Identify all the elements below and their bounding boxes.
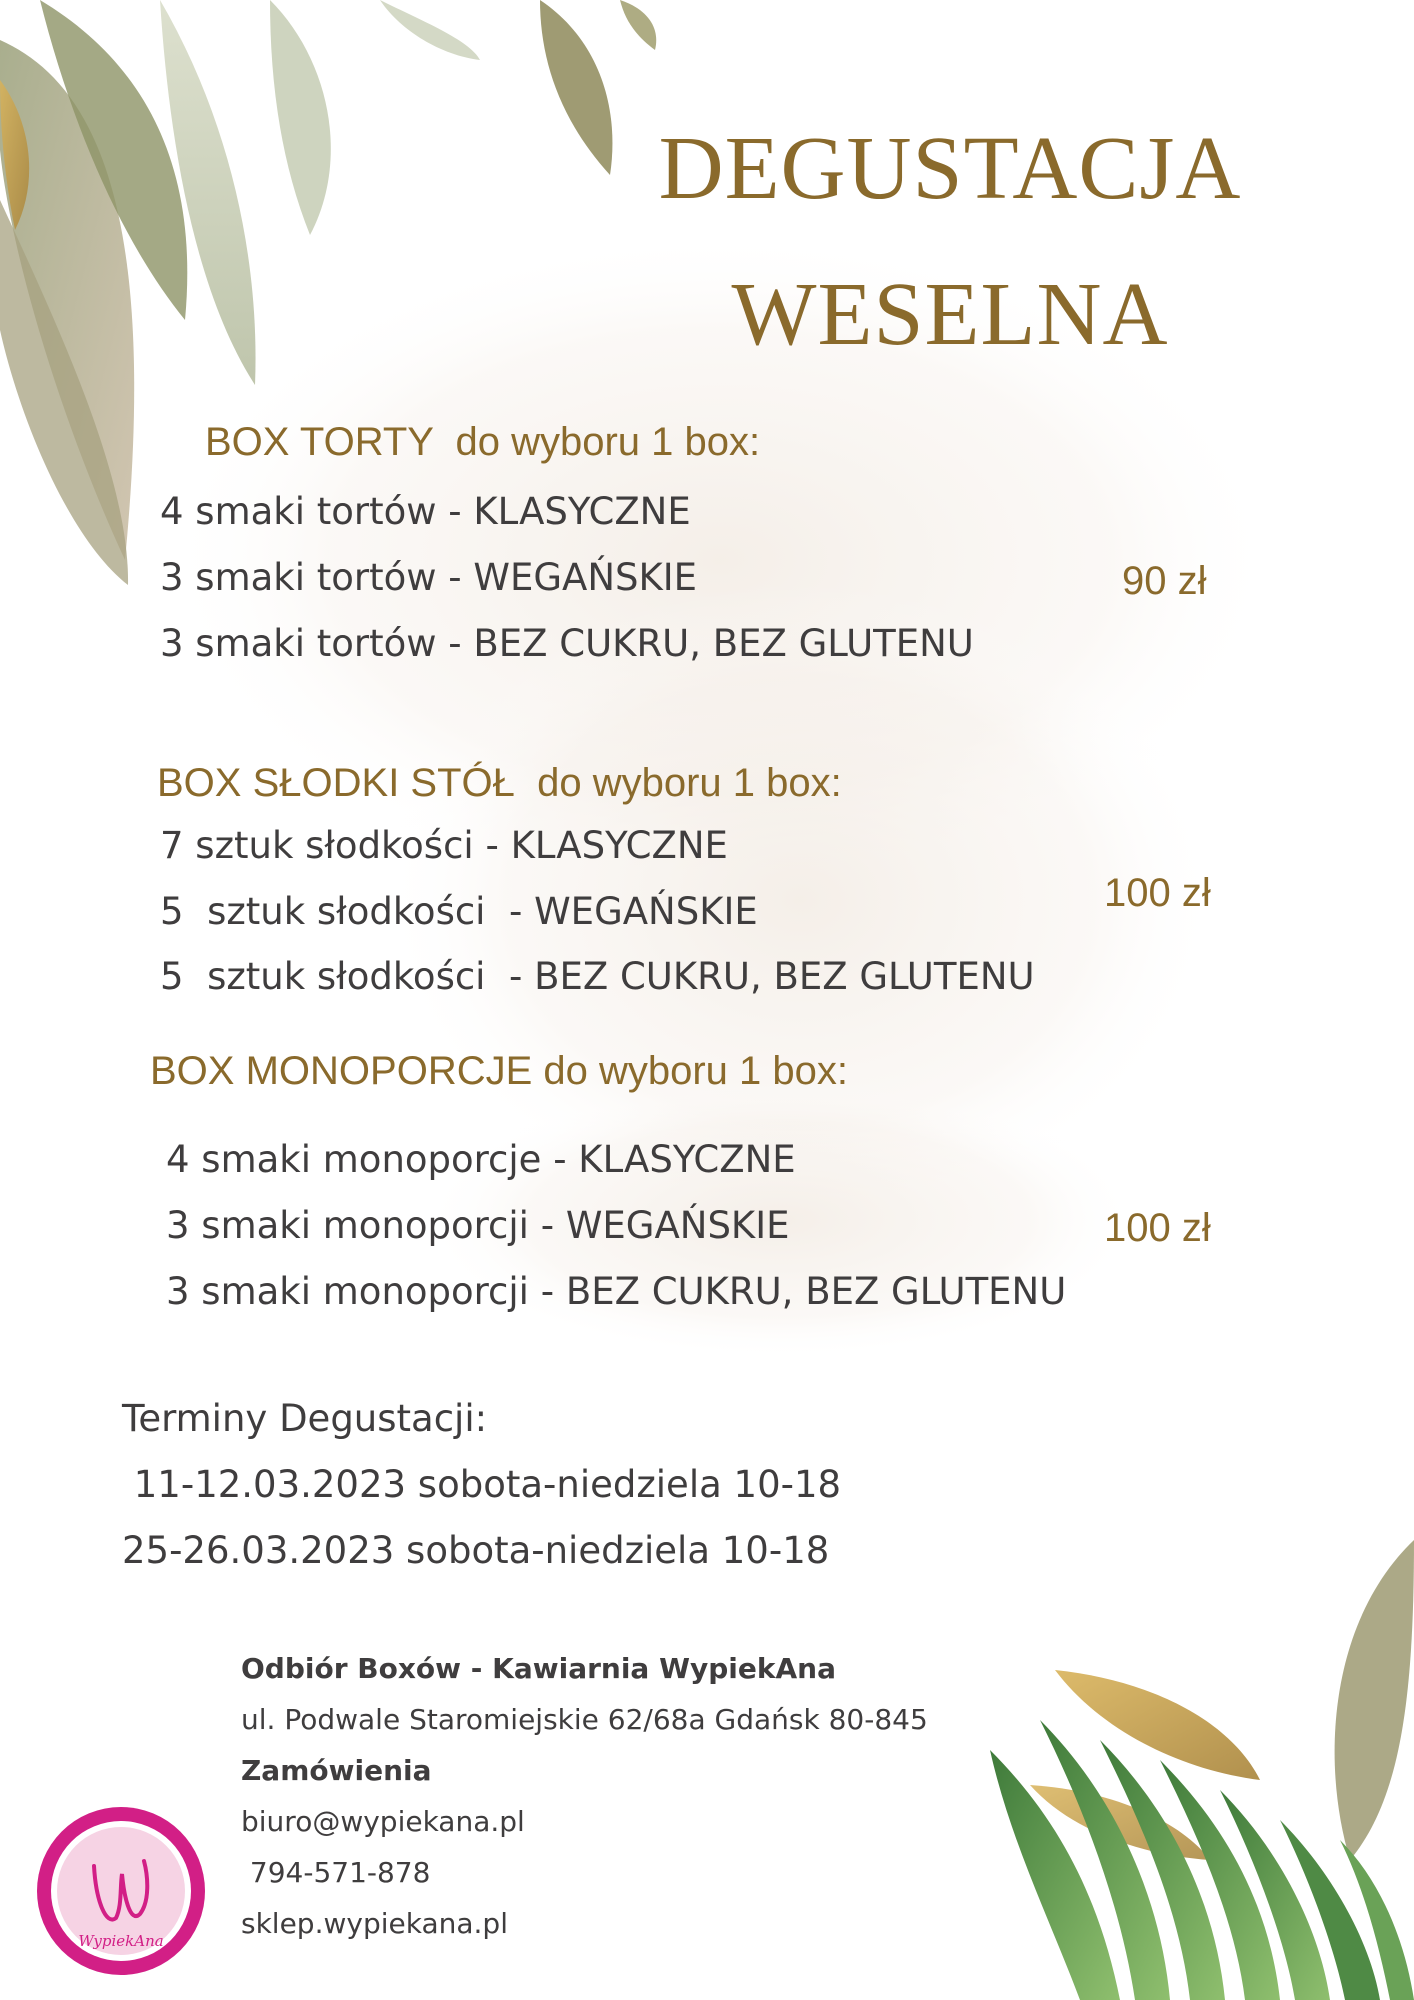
box-torty-item: 3 smaki tortów - WEGAŃSKIE [160, 556, 698, 599]
logo-wordmark: WypiekAna [78, 1932, 164, 1950]
shop-link[interactable]: sklep.wypiekana.pl [241, 1907, 508, 1940]
wypiekana-logo [36, 1806, 206, 1976]
address: ul. Podwale Staromiejskie 62/68a Gdańsk 80-845 [241, 1703, 928, 1736]
terms-heading: Terminy Degustacji: [122, 1397, 488, 1440]
box-monoporcje-item: 3 smaki monoporcji - BEZ CUKRU, BEZ GLUTENU [166, 1270, 1067, 1313]
box-slodki-stol-item: 7 sztuk słodkości - KLASYCZNE [160, 824, 728, 867]
box-torty-item: 4 smaki tortów - KLASYCZNE [160, 490, 691, 533]
email-link[interactable]: biuro@wypiekana.pl [241, 1805, 525, 1838]
box-slodki-stol-heading: BOX SŁODKI STÓŁ do wyboru 1 box: [157, 761, 842, 805]
terms-date: 11-12.03.2023 sobota-niedziela 10-18 [122, 1463, 842, 1506]
terms-date: 25-26.03.2023 sobota-niedziela 10-18 [122, 1529, 830, 1572]
box-monoporcje-heading: BOX MONOPORCJE do wyboru 1 box: [150, 1049, 849, 1093]
title-line-2: WESELNA [731, 265, 1169, 364]
box-slodki-stol-item: 5 sztuk słodkości - WEGAŃSKIE [160, 890, 758, 933]
box-torty-price: 90 zł [1122, 559, 1207, 603]
box-torty-heading: BOX TORTY do wyboru 1 box: [205, 420, 761, 464]
phone-number[interactable]: 794-571-878 [241, 1856, 431, 1889]
box-monoporcje-item: 3 smaki monoporcji - WEGAŃSKIE [166, 1204, 790, 1247]
box-monoporcje-item: 4 smaki monoporcje - KLASYCZNE [166, 1138, 796, 1181]
box-slodki-stol-price: 100 zł [1104, 871, 1211, 915]
box-slodki-stol-item: 5 sztuk słodkości - BEZ CUKRU, BEZ GLUTENU [160, 955, 1035, 998]
box-monoporcje-price: 100 zł [1104, 1206, 1211, 1250]
orders-label: Zamówienia [241, 1754, 432, 1787]
box-torty-item: 3 smaki tortów - BEZ CUKRU, BEZ GLUTENU [160, 622, 974, 665]
bottom-right-leaves [990, 1540, 1414, 2000]
title-line-1: DEGUSTACJA [658, 119, 1242, 218]
pickup-label: Odbiór Boxów - Kawiarnia WypiekAna [241, 1652, 836, 1685]
